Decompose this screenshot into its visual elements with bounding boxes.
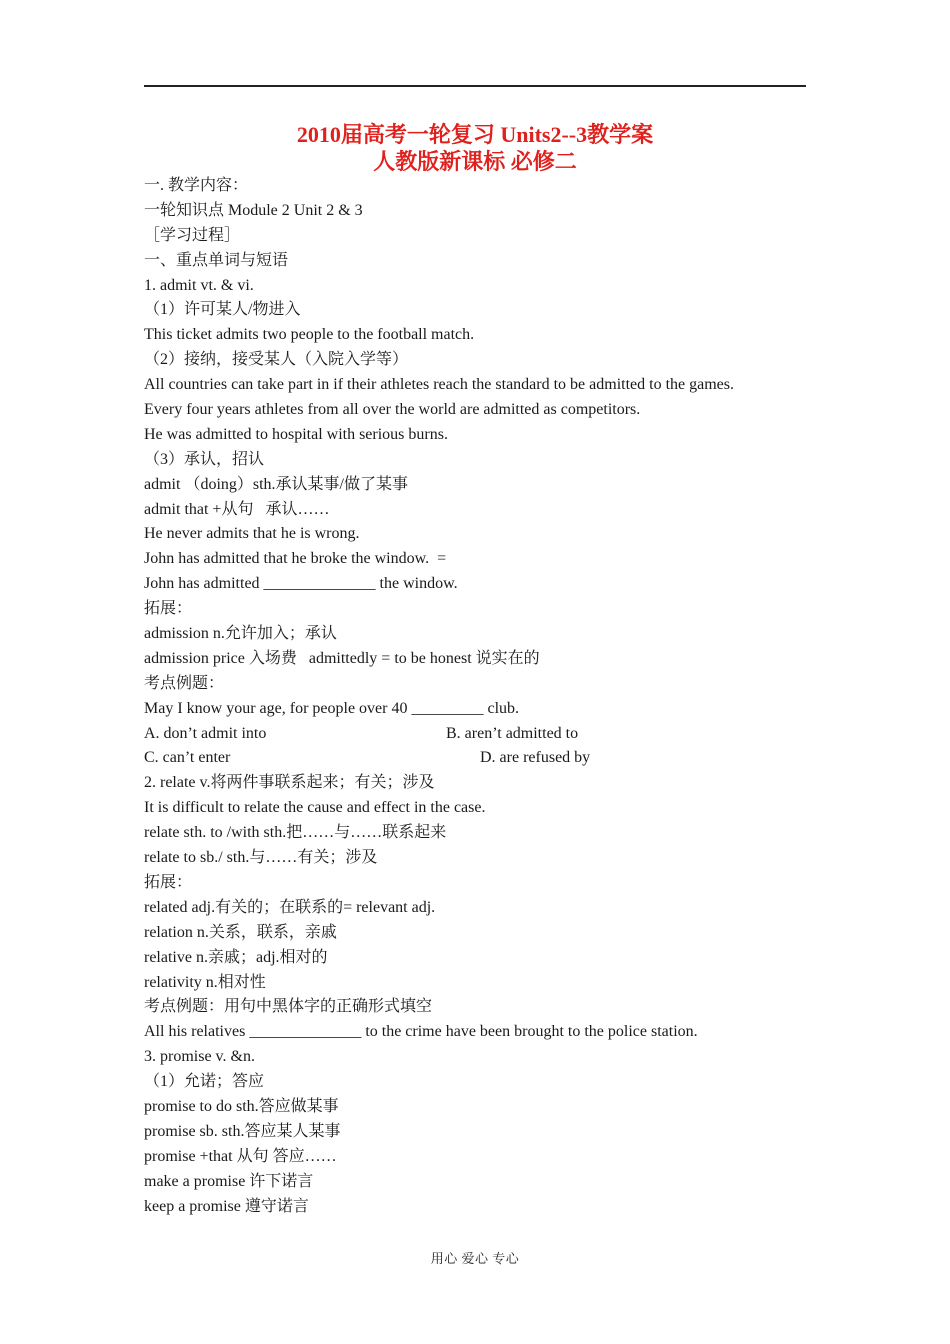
body-line: keep a promise 遵守诺言 [144,1197,309,1215]
body-line: All his relatives ______________ to the crime have been brought to the police station. [144,1023,698,1041]
body-line: relative n.亲戚；adj.相对的 [144,948,328,966]
body-line: 2. relate v.将两件事联系起来；有关；涉及 [144,774,435,792]
body-line: admit that +从句 承认…… [144,500,330,518]
body-line: 考点例题： [144,674,225,692]
body-line: promise sb. sth.答应某人某事 [144,1122,341,1140]
body-line: related adj.有关的；在联系的= relevant adj. [144,898,436,916]
body-line: 3. promise v. &n. [144,1048,255,1066]
body-line: This ticket admits two people to the football match. [144,326,475,344]
body-line: 一轮知识点 Module 2 Unit 2 & 3 [144,201,363,219]
body-line: relativity n.相对性 [144,973,266,991]
header-rule [144,85,806,87]
body-line: 一. 教学内容： [144,177,249,194]
answer-options-row-1 [144,722,824,747]
body-line: promise +that 从句 答应…… [144,1147,337,1165]
body-line: （1）允诺；答应 [144,1073,265,1091]
body-line: admission price 入场费 admittedly = to be honest 说实在的 [144,649,540,667]
body-line: Every four years athletes from all over the world are admitted as competitors. [144,401,641,419]
body-line: 拓展： [144,600,193,618]
body-line: make a promise 许下诺言 [144,1172,314,1190]
body-line: ［学习过程］ [144,226,241,244]
body-line: relate to sb./ sth.与……有关；涉及 [144,849,378,867]
option-d: D. are refused by [480,749,591,767]
body-line: He never admits that he is wrong. [144,525,360,543]
title-line-1: 2010届高考一轮复习 Units2--3教学案 [296,122,654,147]
page-footer: 用心 爱心 专心 [430,1251,520,1266]
body-line: He was admitted to hospital with serious burns. [144,425,448,443]
option-a: A. don’t admit into [144,724,267,742]
document-body [144,174,824,1219]
body-line: relate sth. to /with sth.把……与……联系起来 [144,824,447,842]
option-b: B. aren’t admitted to [446,724,579,742]
option-c: C. can’t enter [144,749,231,767]
body-line: （3）承认，招认 [144,450,265,468]
body-line: 拓展： [144,873,193,891]
body-line: （1）许可某人/物进入 [144,301,301,319]
body-line: promise to do sth.答应做某事 [144,1097,339,1115]
body-line: 一、重点单词与短语 [144,251,289,269]
answer-options-row-2 [144,746,824,771]
body-line: relation n.关系，联系，亲戚 [144,923,337,941]
body-line: admission n.允许加入；承认 [144,625,337,643]
body-line: 考点例题：用句中黑体字的正确形式填空 [144,998,433,1016]
body-line: It is difficult to relate the cause and effect in the case. [144,799,486,817]
body-line: All countries can take part in if their athletes reach the standard to be admitted to the games. [144,376,735,394]
title-line-2: 人教版新课标 必修二 [373,149,577,174]
body-line: John has admitted ______________ the window. [144,575,458,593]
body-line: 1. admit vt. & vi. [144,276,254,294]
body-line: admit （doing）sth.承认某事/做了某事 [144,475,409,493]
document-title [0,121,950,175]
body-line: John has admitted that he broke the window. = [144,550,447,568]
body-line: （2）接纳，接受某人（入院入学等） [144,351,409,369]
body-line: May I know your age, for people over 40 _________ club. [144,699,520,717]
